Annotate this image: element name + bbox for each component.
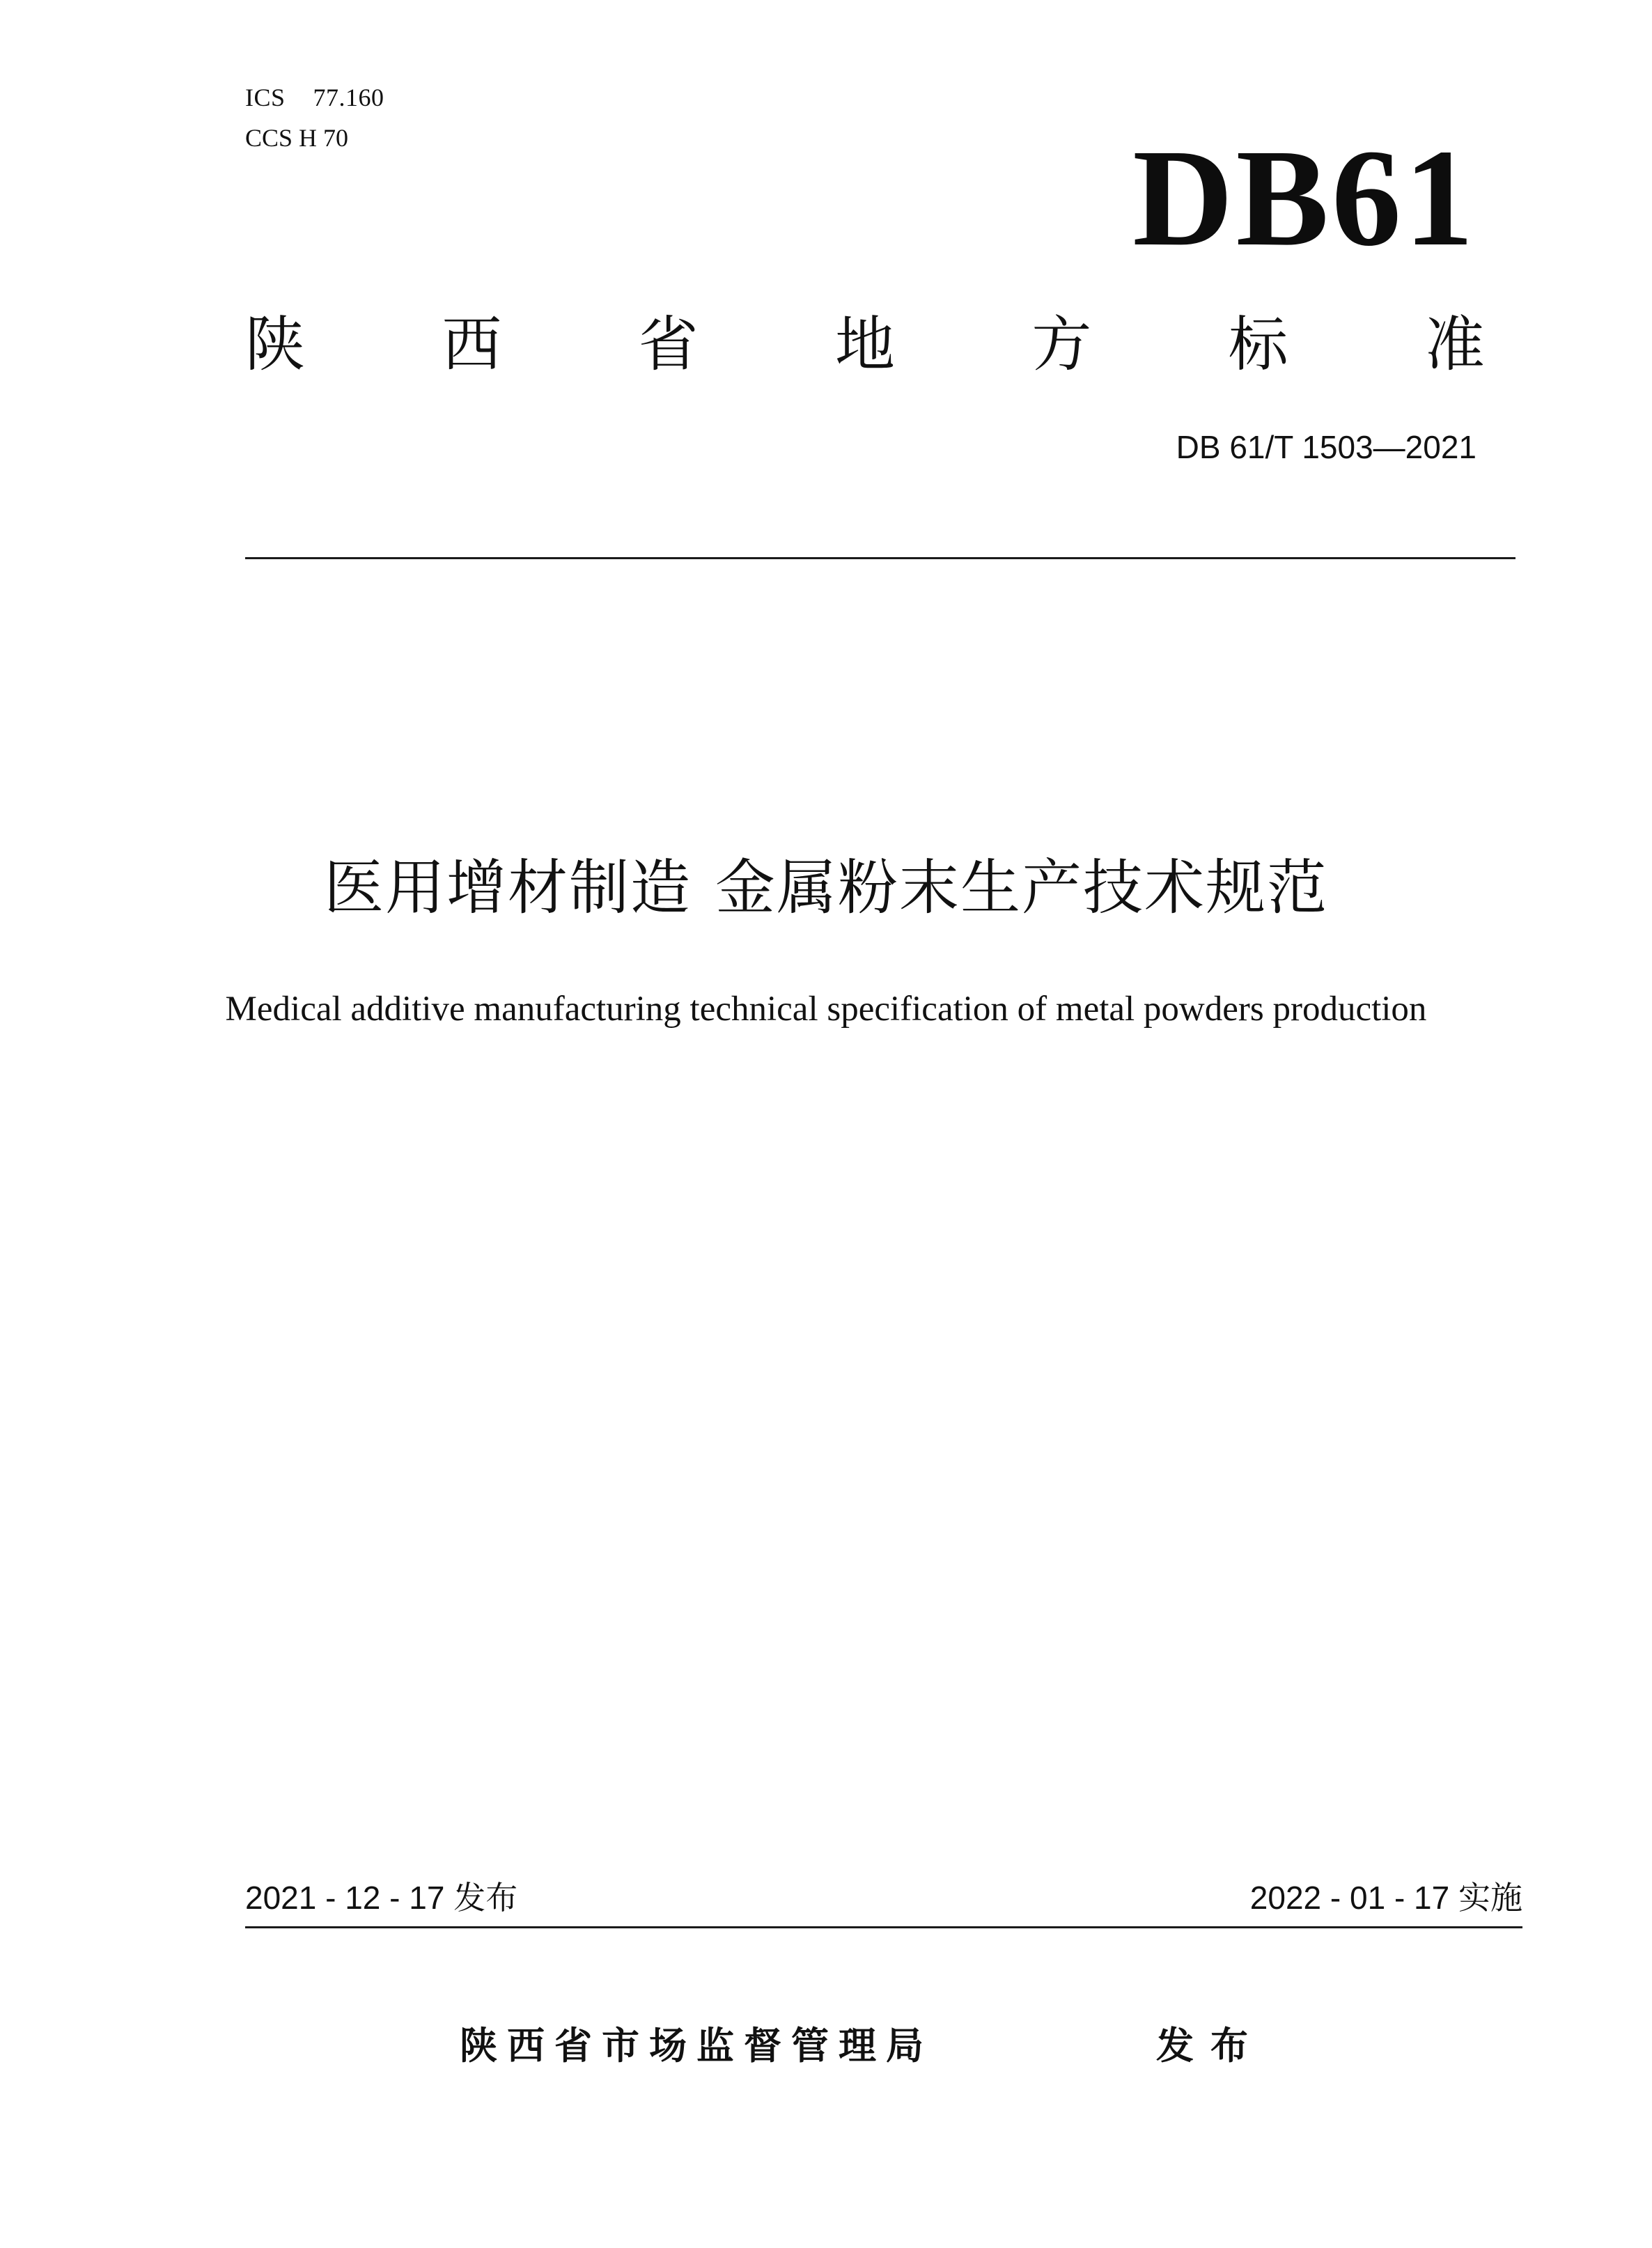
bottom-divider — [245, 1926, 1522, 1928]
implementation-date: 2022 - 01 - 17 实施 — [1249, 1880, 1522, 1916]
standard-type-char: 省 — [638, 310, 699, 380]
standard-number: DB 61/T 1503—2021 — [1176, 429, 1476, 465]
document-title-en: Medical additive manufacturing technical specification of metal powders production — [225, 990, 1427, 1029]
standard-type-char: 准 — [1424, 310, 1485, 380]
top-divider — [245, 557, 1515, 559]
db-logo: DB61 — [1132, 121, 1476, 275]
standard-type-char: 陕 — [245, 310, 305, 380]
ics-label: ICS — [245, 84, 286, 111]
standard-type-char: 地 — [834, 310, 895, 380]
standard-type-heading — [245, 306, 1485, 383]
title-cn-part2: 金属粉末生产技术规范 — [715, 853, 1328, 923]
standard-type-char: 方 — [1031, 310, 1092, 380]
title-cn-part1: 医用增材制造 — [324, 853, 692, 923]
ics-classification — [245, 78, 384, 117]
issue-date: 2021 - 12 - 17 发布 — [245, 1880, 518, 1916]
ics-code: 77.160 — [313, 84, 384, 111]
ccs-classification: CCS H 70 — [245, 124, 349, 152]
document-title-cn — [0, 846, 1652, 930]
standard-type-char: 标 — [1228, 310, 1288, 380]
publisher-name: 陕西省市场监督管理局 — [460, 2024, 933, 2068]
standard-type-char: 西 — [442, 310, 502, 380]
publish-label: 发布 — [1156, 2024, 1265, 2068]
